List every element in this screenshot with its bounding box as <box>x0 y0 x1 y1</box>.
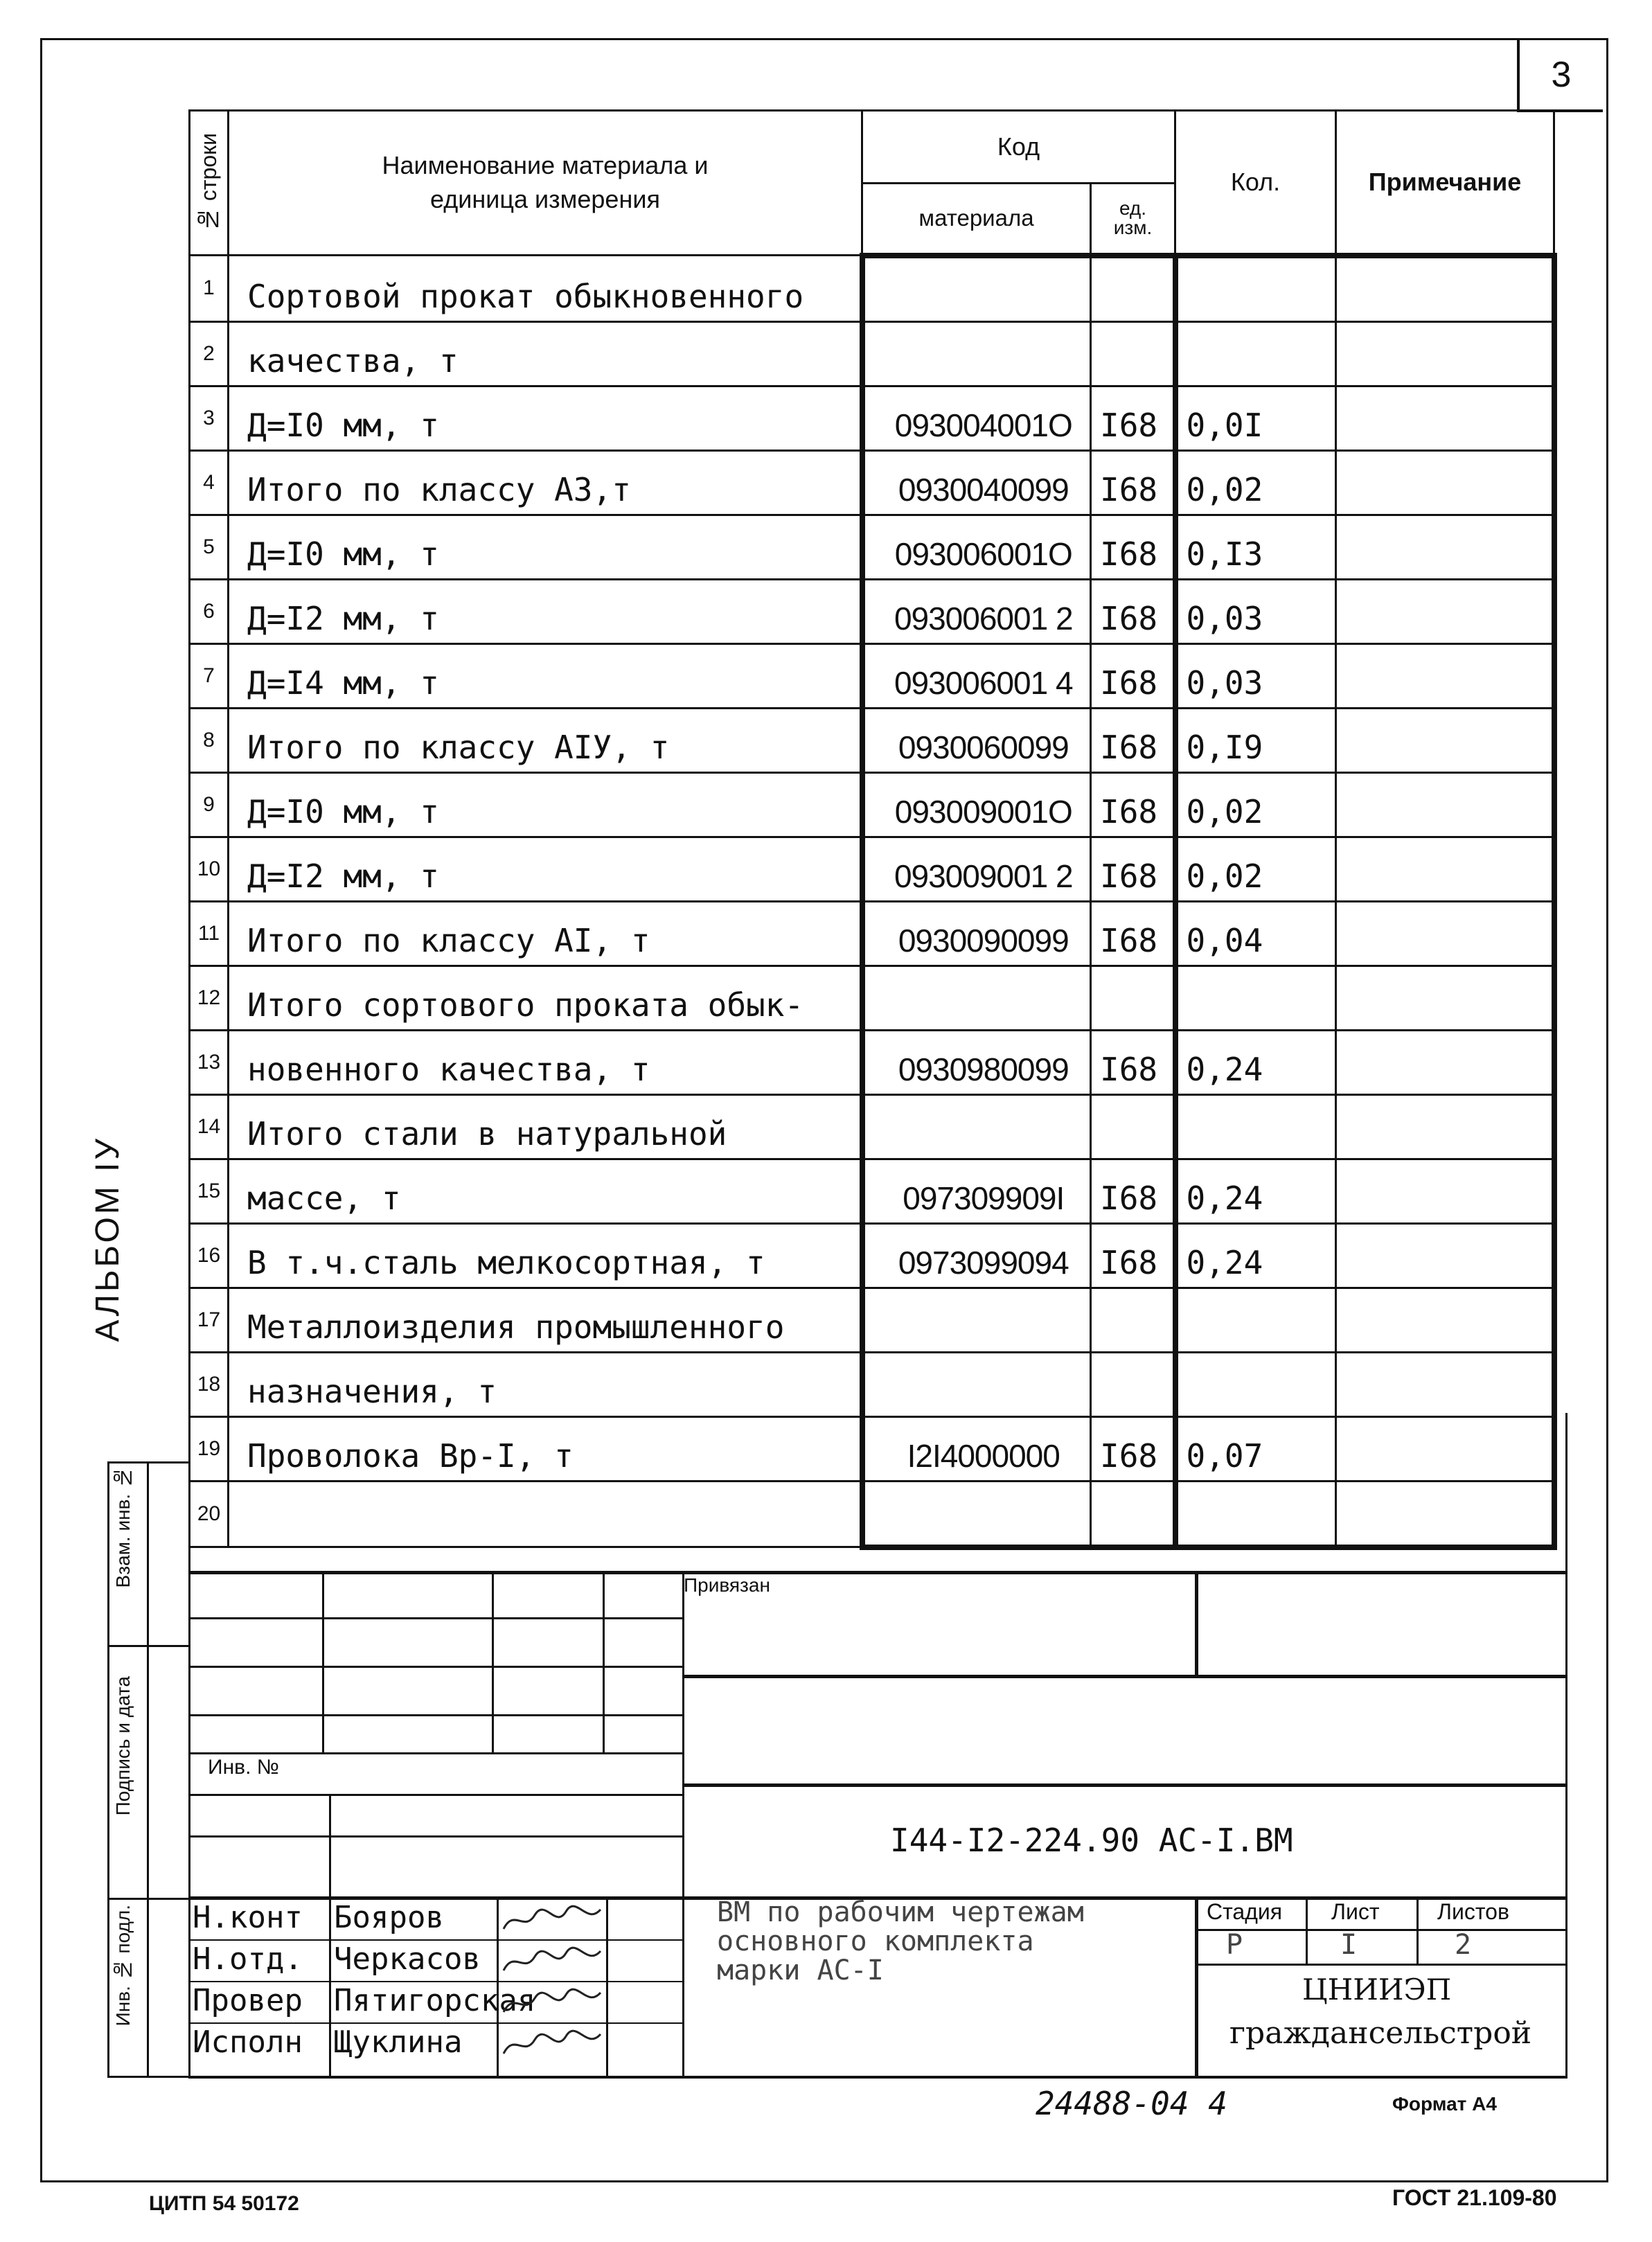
quantity <box>1175 966 1336 1030</box>
quantity <box>1175 1288 1336 1352</box>
inv-no-label: Инв. № <box>208 1756 279 1779</box>
unit-code: I68 <box>1091 450 1175 515</box>
material-name: качества, т <box>229 321 862 386</box>
table-row <box>190 708 1554 772</box>
material-name: Д=I0 мм, т <box>229 772 862 837</box>
material-name: Металлоизделия промышленного <box>229 1288 862 1352</box>
note <box>1336 966 1554 1030</box>
row-number: 4 <box>190 450 229 515</box>
header-name: Наименование материала и единица измерения <box>229 111 862 256</box>
org-name-2: граждансельстрой <box>1229 2016 1532 2051</box>
table-row <box>190 1288 1554 1352</box>
material-name: Итого по классу А3,т <box>229 450 862 515</box>
material-code <box>862 1094 1091 1159</box>
page-number: 3 <box>1517 40 1603 112</box>
row-number: 16 <box>190 1223 229 1288</box>
material-name <box>229 1481 862 1547</box>
table-row <box>190 1159 1554 1223</box>
note <box>1336 772 1554 837</box>
document-title: ВМ по рабочим чертежам основного комплекта марки АС-I <box>717 1896 1084 1986</box>
signature-icon <box>500 1984 604 2022</box>
unit-code: I68 <box>1091 643 1175 708</box>
quantity: 0,02 <box>1175 450 1336 515</box>
format-label: Формат А4 <box>1392 2093 1497 2115</box>
header-note: Примечание <box>1336 111 1554 256</box>
quantity: 0,24 <box>1175 1223 1336 1288</box>
table-row <box>190 901 1554 966</box>
footer-gost: ГОСТ 21.109-80 <box>1392 2185 1557 2210</box>
unit-code <box>1091 1352 1175 1416</box>
org-name-1: ЦНИИЭП <box>1302 1973 1452 2007</box>
material-code: 097309909I <box>862 1159 1091 1223</box>
materials-table <box>188 109 1557 1550</box>
unit-code <box>1091 1481 1175 1547</box>
quantity: 0,0I <box>1175 386 1336 450</box>
row-number: 8 <box>190 708 229 772</box>
material-name: Итого по классу АIУ, т <box>229 708 862 772</box>
table-row <box>190 1223 1554 1288</box>
material-code: 093006001 4 <box>862 643 1091 708</box>
quantity <box>1175 1352 1336 1416</box>
unit-code: I68 <box>1091 837 1175 901</box>
unit-code: I68 <box>1091 1416 1175 1481</box>
material-code: 093004001O <box>862 386 1091 450</box>
footer-left-code: ЦИТП 54 50172 <box>149 2192 299 2215</box>
role-label: Н.отд. <box>193 1941 303 1977</box>
row-number: 12 <box>190 966 229 1030</box>
unit-code: I68 <box>1091 1223 1175 1288</box>
note <box>1336 1416 1554 1481</box>
row-number: 10 <box>190 837 229 901</box>
material-code <box>862 966 1091 1030</box>
note <box>1336 1352 1554 1416</box>
quantity <box>1175 1481 1336 1547</box>
row-number: 1 <box>190 256 229 322</box>
quantity: 0,I9 <box>1175 708 1336 772</box>
side-inv-podl: Инв. № подл. <box>112 1905 134 2027</box>
note <box>1336 386 1554 450</box>
signer-name: Бояров <box>334 1900 444 1935</box>
row-number: 9 <box>190 772 229 837</box>
row-number: 20 <box>190 1481 229 1547</box>
stage-value: Р <box>1226 1929 1243 1961</box>
material-name: В т.ч.сталь мелкосортная, т <box>229 1223 862 1288</box>
note <box>1336 321 1554 386</box>
material-code: 0930090099 <box>862 901 1091 966</box>
material-code <box>862 1352 1091 1416</box>
quantity: 0,04 <box>1175 901 1336 966</box>
material-name: Д=I4 мм, т <box>229 643 862 708</box>
material-code: 0930040099 <box>862 450 1091 515</box>
row-number: 2 <box>190 321 229 386</box>
role-label: Провер <box>193 1983 303 2018</box>
row-number: 14 <box>190 1094 229 1159</box>
material-code <box>862 256 1091 322</box>
privyazan-label: Привязан <box>684 1574 770 1596</box>
material-code: 093009001O <box>862 772 1091 837</box>
quantity: 0,24 <box>1175 1030 1336 1094</box>
table-row <box>190 1481 1554 1547</box>
table-row <box>190 1030 1554 1094</box>
row-number: 15 <box>190 1159 229 1223</box>
material-name: новенного качества, т <box>229 1030 862 1094</box>
side-vzam: Взам. инв. № <box>112 1467 134 1588</box>
note <box>1336 708 1554 772</box>
table-row <box>190 515 1554 579</box>
archive-number: 24488-04 4 <box>1036 2085 1227 2122</box>
note <box>1336 1094 1554 1159</box>
unit-code <box>1091 966 1175 1030</box>
side-podpis: Подпись и дата <box>112 1676 134 1816</box>
row-number: 17 <box>190 1288 229 1352</box>
note <box>1336 579 1554 643</box>
signer-name: Щуклина <box>334 2025 463 2060</box>
material-code: 093006001 2 <box>862 579 1091 643</box>
note <box>1336 1288 1554 1352</box>
unit-code <box>1091 256 1175 322</box>
header-row-no: № строки <box>190 111 229 256</box>
material-name: Д=I0 мм, т <box>229 515 862 579</box>
sheets-label: Листов <box>1437 1899 1509 1924</box>
material-name: Д=I0 мм, т <box>229 386 862 450</box>
material-name: Д=I2 мм, т <box>229 579 862 643</box>
note <box>1336 1223 1554 1288</box>
table-row <box>190 837 1554 901</box>
material-name: назначения, т <box>229 1352 862 1416</box>
quantity: 0,02 <box>1175 772 1336 837</box>
signature-icon <box>500 1943 604 1981</box>
material-code: 0930980099 <box>862 1030 1091 1094</box>
signer-name: Черкасов <box>334 1941 481 1977</box>
table-row <box>190 643 1554 708</box>
unit-code <box>1091 321 1175 386</box>
table-row <box>190 256 1554 322</box>
note <box>1336 837 1554 901</box>
table-row <box>190 386 1554 450</box>
role-label: Исполн <box>193 2025 303 2060</box>
material-code <box>862 1481 1091 1547</box>
material-name: Д=I2 мм, т <box>229 837 862 901</box>
material-code: 093006001O <box>862 515 1091 579</box>
table-row <box>190 450 1554 515</box>
header-code-material: материала <box>862 184 1091 256</box>
table-row <box>190 1094 1554 1159</box>
note <box>1336 1030 1554 1094</box>
row-number: 18 <box>190 1352 229 1416</box>
unit-code: I68 <box>1091 708 1175 772</box>
unit-code <box>1091 1094 1175 1159</box>
row-number: 11 <box>190 901 229 966</box>
unit-code: I68 <box>1091 579 1175 643</box>
note <box>1336 1481 1554 1547</box>
material-code: 093009001 2 <box>862 837 1091 901</box>
unit-code <box>1091 1288 1175 1352</box>
header-code: Код <box>862 111 1175 184</box>
table-row <box>190 966 1554 1030</box>
table-row <box>190 1352 1554 1416</box>
unit-code: I68 <box>1091 1030 1175 1094</box>
note <box>1336 450 1554 515</box>
sheet-label: Лист <box>1331 1899 1380 1924</box>
album-label: АЛЬБОМ IУ <box>89 1136 126 1342</box>
table-row <box>190 321 1554 386</box>
material-code <box>862 1288 1091 1352</box>
row-number: 7 <box>190 643 229 708</box>
unit-code: I68 <box>1091 515 1175 579</box>
signer-name: Пятигорская <box>334 1983 536 2018</box>
sheets-value: 2 <box>1455 1929 1472 1961</box>
table-row <box>190 579 1554 643</box>
material-name: Итого по классу АI, т <box>229 901 862 966</box>
material-code: 0930060099 <box>862 708 1091 772</box>
row-number: 19 <box>190 1416 229 1481</box>
material-code: I2I4000000 <box>862 1416 1091 1481</box>
header-code-unit: ед. изм. <box>1091 184 1175 256</box>
quantity <box>1175 321 1336 386</box>
material-name: Итого сортового проката обык- <box>229 966 862 1030</box>
unit-code: I68 <box>1091 772 1175 837</box>
row-number: 3 <box>190 386 229 450</box>
note <box>1336 901 1554 966</box>
header-qty: Кол. <box>1175 111 1336 256</box>
material-name: массе, т <box>229 1159 862 1223</box>
note <box>1336 643 1554 708</box>
quantity: 0,I3 <box>1175 515 1336 579</box>
quantity: 0,02 <box>1175 837 1336 901</box>
stage-label: Стадия <box>1207 1899 1283 1924</box>
note <box>1336 515 1554 579</box>
role-label: Н.конт <box>193 1900 303 1935</box>
row-number: 13 <box>190 1030 229 1094</box>
table-row <box>190 772 1554 837</box>
signature-icon <box>500 1901 604 1939</box>
sheet-value: I <box>1340 1929 1358 1961</box>
quantity: 0,07 <box>1175 1416 1336 1481</box>
quantity <box>1175 1094 1336 1159</box>
quantity: 0,24 <box>1175 1159 1336 1223</box>
quantity: 0,03 <box>1175 643 1336 708</box>
signature-icon <box>500 2026 604 2064</box>
material-code <box>862 321 1091 386</box>
unit-code: I68 <box>1091 901 1175 966</box>
material-name: Проволока Вр-I, т <box>229 1416 862 1481</box>
quantity: 0,03 <box>1175 579 1336 643</box>
material-name: Сортовой прокат обыкновенного <box>229 256 862 322</box>
material-name: Итого стали в натуральной <box>229 1094 862 1159</box>
document-designation: I44-I2-224.90 АС-I.ВМ <box>890 1822 1293 1859</box>
unit-code: I68 <box>1091 386 1175 450</box>
row-number: 6 <box>190 579 229 643</box>
row-number: 5 <box>190 515 229 579</box>
quantity <box>1175 256 1336 322</box>
unit-code: I68 <box>1091 1159 1175 1223</box>
note <box>1336 256 1554 322</box>
note <box>1336 1159 1554 1223</box>
material-code: 0973099094 <box>862 1223 1091 1288</box>
table-row <box>190 1416 1554 1481</box>
